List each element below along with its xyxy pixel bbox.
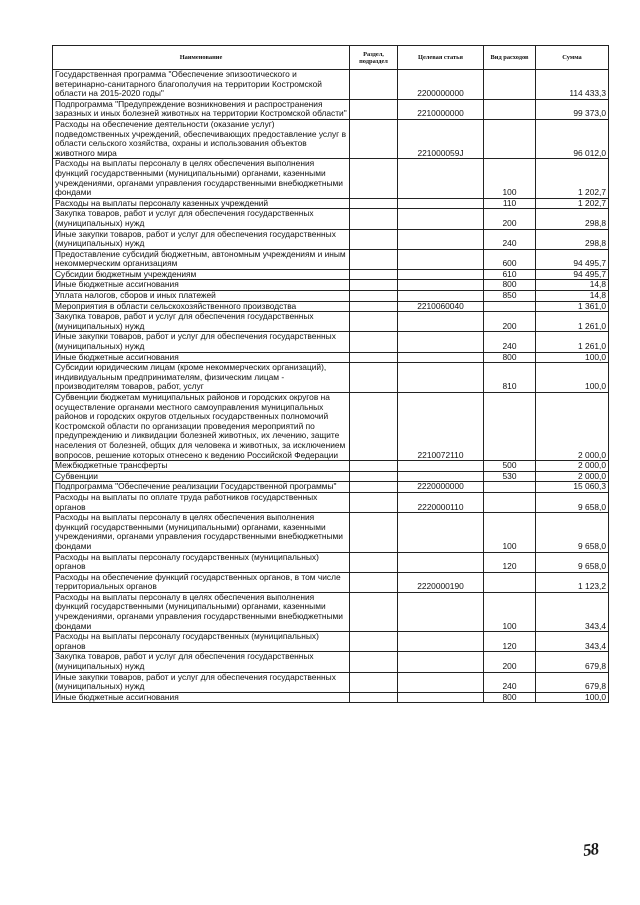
row-name: Подпрограмма "Обеспечение реализации Государственной программы" — [53, 482, 350, 493]
row-code — [398, 461, 484, 472]
row-name: Иные бюджетные ассигнования — [53, 692, 350, 703]
row-name: Закупка товаров, работ и услуг для обеспечения государственных (муниципальных) нужд — [53, 209, 350, 229]
header-kind: Вид расходов — [484, 46, 536, 70]
row-amount: 100,0 — [536, 692, 609, 703]
row-section — [350, 159, 398, 198]
budget-table — [52, 45, 609, 703]
row-code — [398, 209, 484, 229]
row-code — [398, 592, 484, 631]
page-number: 58 — [581, 839, 600, 860]
row-kind — [484, 99, 536, 119]
table-row — [53, 209, 609, 229]
row-amount: 9 658,0 — [536, 492, 609, 512]
row-section — [350, 280, 398, 291]
row-code: 2220000000 — [398, 482, 484, 493]
header-name: Наименование — [53, 46, 350, 70]
table-row — [53, 393, 609, 461]
row-amount: 14,8 — [536, 291, 609, 302]
header-target: Целевая статья — [398, 46, 484, 70]
header-sum: Сумма — [536, 46, 609, 70]
row-amount: 1 261,0 — [536, 312, 609, 332]
row-name: Субсидии бюджетным учреждениям — [53, 269, 350, 280]
row-kind: 100 — [484, 159, 536, 198]
row-amount: 9 658,0 — [536, 552, 609, 572]
row-name: Уплата налогов, сборов и иных платежей — [53, 291, 350, 302]
row-name: Закупка товаров, работ и услуг для обеспечения государственных (муниципальных) нужд — [53, 312, 350, 332]
row-code — [398, 672, 484, 692]
table-row — [53, 513, 609, 552]
row-name: Закупка товаров, работ и услуг для обеспечения государственных (муниципальных) нужд — [53, 652, 350, 672]
table-header-row — [53, 46, 609, 70]
budget-page — [52, 45, 608, 703]
row-kind: 110 — [484, 198, 536, 209]
row-code — [398, 159, 484, 198]
row-code — [398, 692, 484, 703]
row-name: Иные закупки товаров, работ и услуг для обеспечения государственных (муниципальных) нужд — [53, 672, 350, 692]
row-code — [398, 198, 484, 209]
row-code — [398, 291, 484, 302]
row-amount: 14,8 — [536, 280, 609, 291]
row-section — [350, 99, 398, 119]
row-section — [350, 301, 398, 312]
row-kind: 200 — [484, 312, 536, 332]
row-kind: 240 — [484, 672, 536, 692]
row-section — [350, 672, 398, 692]
table-row — [53, 198, 609, 209]
row-section — [350, 652, 398, 672]
row-code — [398, 652, 484, 672]
row-section — [350, 198, 398, 209]
row-section — [350, 291, 398, 302]
row-kind: 600 — [484, 249, 536, 269]
row-code — [398, 312, 484, 332]
row-kind: 200 — [484, 209, 536, 229]
row-kind: 850 — [484, 291, 536, 302]
row-kind — [484, 119, 536, 158]
row-amount: 343,4 — [536, 632, 609, 652]
table-row — [53, 552, 609, 572]
row-kind — [484, 70, 536, 100]
row-section — [350, 461, 398, 472]
row-amount: 2 000,0 — [536, 393, 609, 461]
row-amount: 100,0 — [536, 352, 609, 363]
row-section — [350, 692, 398, 703]
row-code: 221000059J — [398, 119, 484, 158]
table-row — [53, 301, 609, 312]
row-name: Расходы на обеспечение функций государственных органов, в том числе территориальных органов — [53, 572, 350, 592]
row-code — [398, 513, 484, 552]
table-row — [53, 159, 609, 198]
row-kind — [484, 482, 536, 493]
row-code: 2220000110 — [398, 492, 484, 512]
row-kind: 810 — [484, 363, 536, 393]
table-row — [53, 482, 609, 493]
row-section — [350, 269, 398, 280]
row-name: Расходы на выплаты по оплате труда работников государственных органов — [53, 492, 350, 512]
table-row — [53, 280, 609, 291]
row-amount: 298,8 — [536, 229, 609, 249]
row-section — [350, 492, 398, 512]
row-code — [398, 249, 484, 269]
table-row — [53, 471, 609, 482]
row-section — [350, 209, 398, 229]
row-section — [350, 393, 398, 461]
table-row — [53, 692, 609, 703]
table-row — [53, 672, 609, 692]
row-name: Субвенции бюджетам муниципальных районов и городских округов на осуществление органами местного самоуправления муниципальных районов и городских округов отдельных государственных полномочий Костромской области по организации проведения мероприятий по предупреждению и ликвидации болезней животных, их лечению, защите населения от болезней, общих для человека и животных, за исключением вопросов, решение которых отнесено к ведению Российской Федерации — [53, 393, 350, 461]
row-amount: 94 495,7 — [536, 269, 609, 280]
row-name: Расходы на выплаты персоналу в целях обеспечения выполнения функций государственными (муниципальными) органами, казенными учреждениями, органами управления государственными внебюджетными фондами — [53, 159, 350, 198]
row-code — [398, 552, 484, 572]
row-amount: 9 658,0 — [536, 513, 609, 552]
table-row — [53, 632, 609, 652]
row-section — [350, 70, 398, 100]
table-row — [53, 291, 609, 302]
row-section — [350, 592, 398, 631]
row-name: Предоставление субсидий бюджетным, автономным учреждениям и иным некоммерческим организациям — [53, 249, 350, 269]
row-section — [350, 632, 398, 652]
table-row — [53, 269, 609, 280]
table-row — [53, 70, 609, 100]
row-code: 2210060040 — [398, 301, 484, 312]
table-row — [53, 119, 609, 158]
row-kind: 800 — [484, 352, 536, 363]
row-kind: 240 — [484, 332, 536, 352]
row-amount: 298,8 — [536, 209, 609, 229]
row-name: Расходы на выплаты персоналу государственных (муниципальных) органов — [53, 552, 350, 572]
row-amount: 100,0 — [536, 363, 609, 393]
header-section: Раздел, подраздел — [350, 46, 398, 70]
table-row — [53, 492, 609, 512]
row-kind: 240 — [484, 229, 536, 249]
row-code: 2220000190 — [398, 572, 484, 592]
row-amount: 679,8 — [536, 672, 609, 692]
table-row — [53, 652, 609, 672]
row-name: Мероприятия в области сельскохозяйственного производства — [53, 301, 350, 312]
row-amount: 96 012,0 — [536, 119, 609, 158]
row-section — [350, 513, 398, 552]
row-code — [398, 332, 484, 352]
row-amount: 94 495,7 — [536, 249, 609, 269]
row-name: Расходы на выплаты персоналу казенных учреждений — [53, 198, 350, 209]
table-row — [53, 312, 609, 332]
table-row — [53, 572, 609, 592]
row-kind: 120 — [484, 552, 536, 572]
row-name: Иные бюджетные ассигнования — [53, 352, 350, 363]
row-code — [398, 471, 484, 482]
row-kind: 800 — [484, 280, 536, 291]
row-amount: 1 261,0 — [536, 332, 609, 352]
row-amount: 99 373,0 — [536, 99, 609, 119]
row-section — [350, 229, 398, 249]
row-kind: 800 — [484, 692, 536, 703]
row-section — [350, 552, 398, 572]
row-section — [350, 482, 398, 493]
row-code — [398, 269, 484, 280]
table-row — [53, 461, 609, 472]
row-section — [350, 471, 398, 482]
row-section — [350, 363, 398, 393]
row-amount: 15 060,3 — [536, 482, 609, 493]
row-code — [398, 352, 484, 363]
row-code: 2210072110 — [398, 393, 484, 461]
row-name: Межбюджетные трансферты — [53, 461, 350, 472]
row-name: Расходы на выплаты персоналу в целях обеспечения выполнения функций государственными (муниципальными) органами, казенными учреждениями, органами управления государственными внебюджетными фондами — [53, 513, 350, 552]
row-amount: 114 433,3 — [536, 70, 609, 100]
table-row — [53, 352, 609, 363]
row-name: Иные закупки товаров, работ и услуг для обеспечения государственных (муниципальных) нужд — [53, 229, 350, 249]
row-amount: 2 000,0 — [536, 461, 609, 472]
row-amount: 1 202,7 — [536, 198, 609, 209]
row-code — [398, 632, 484, 652]
row-name: Иные бюджетные ассигнования — [53, 280, 350, 291]
row-code: 2210000000 — [398, 99, 484, 119]
row-amount: 679,8 — [536, 652, 609, 672]
row-section — [350, 119, 398, 158]
row-kind — [484, 572, 536, 592]
row-kind — [484, 301, 536, 312]
row-name: Иные закупки товаров, работ и услуг для обеспечения государственных (муниципальных) нужд — [53, 332, 350, 352]
row-name: Расходы на выплаты персоналу в целях обеспечения выполнения функций государственными (муниципальными) органами, казенными учреждениями, органами управления государственными внебюджетными фондами — [53, 592, 350, 631]
row-section — [350, 332, 398, 352]
row-kind: 100 — [484, 513, 536, 552]
row-kind: 500 — [484, 461, 536, 472]
row-kind — [484, 393, 536, 461]
row-kind: 120 — [484, 632, 536, 652]
row-kind: 530 — [484, 471, 536, 482]
row-section — [350, 352, 398, 363]
row-name: Государственная программа "Обеспечение эпизоотического и ветеринарно-санитарного благополучия на территории Костромской области на 2015-2020 годы" — [53, 70, 350, 100]
row-kind — [484, 492, 536, 512]
table-row — [53, 592, 609, 631]
row-code — [398, 229, 484, 249]
table-row — [53, 363, 609, 393]
row-kind: 610 — [484, 269, 536, 280]
table-body — [53, 70, 609, 703]
row-name: Расходы на обеспечение деятельности (оказание услуг) подведомственных учреждений, обеспечивающих предоставление услуг в области сельского хозяйства, охраны и использования объектов животного мира — [53, 119, 350, 158]
row-section — [350, 572, 398, 592]
row-amount: 1 202,7 — [536, 159, 609, 198]
table-row — [53, 249, 609, 269]
row-amount: 343,4 — [536, 592, 609, 631]
row-name: Субсидии юридическим лицам (кроме некоммерческих организаций), индивидуальным предпринимателям, физическим лицам - производителям товаров, работ, услуг — [53, 363, 350, 393]
row-amount: 2 000,0 — [536, 471, 609, 482]
row-code — [398, 280, 484, 291]
table-row — [53, 99, 609, 119]
row-code: 2200000000 — [398, 70, 484, 100]
row-section — [350, 312, 398, 332]
row-amount: 1 361,0 — [536, 301, 609, 312]
row-amount: 1 123,2 — [536, 572, 609, 592]
row-name: Подпрограмма "Предупреждение возникновения и распространения заразных и иных болезней животных на территории Костромской области" — [53, 99, 350, 119]
row-code — [398, 363, 484, 393]
row-kind: 200 — [484, 652, 536, 672]
row-section — [350, 249, 398, 269]
table-row — [53, 229, 609, 249]
row-name: Расходы на выплаты персоналу государственных (муниципальных) органов — [53, 632, 350, 652]
table-row — [53, 332, 609, 352]
row-name: Субвенции — [53, 471, 350, 482]
row-kind: 100 — [484, 592, 536, 631]
